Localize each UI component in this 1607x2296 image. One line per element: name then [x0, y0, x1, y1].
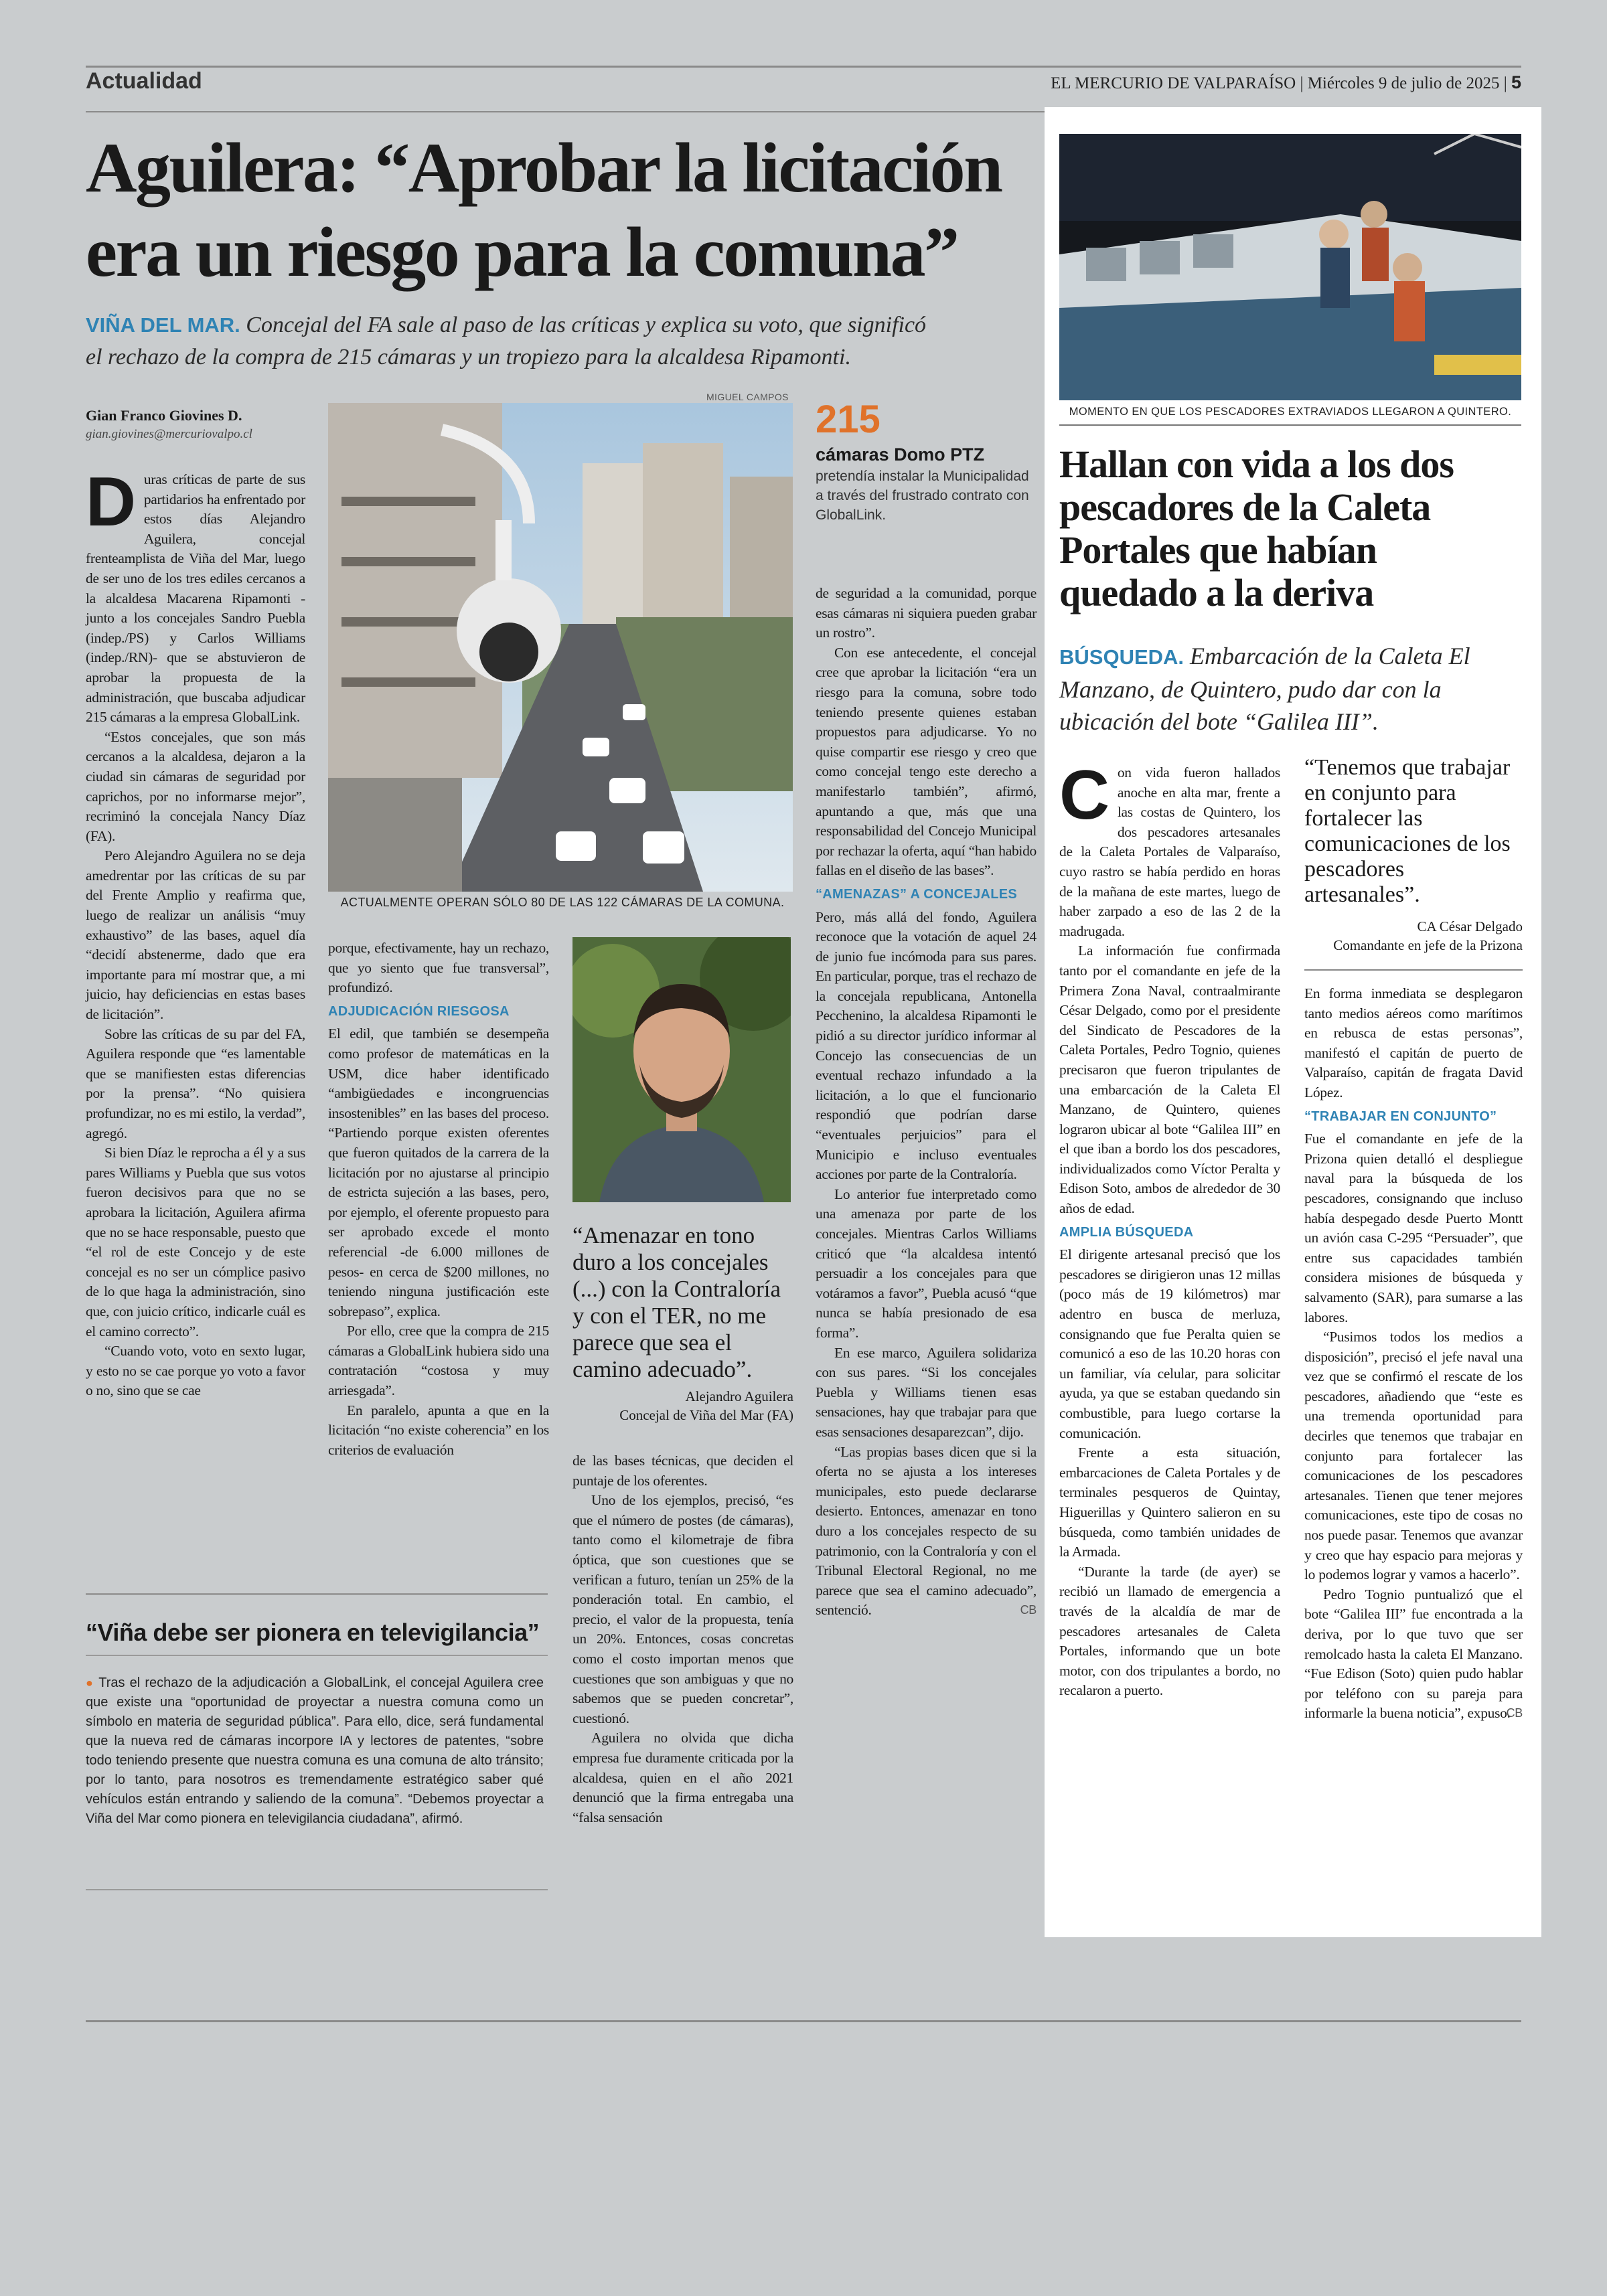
paragraph: de seguridad a la comunidad, porque esas cámaras ni siquiera pueden grabar un rostro”. — [816, 585, 1037, 641]
paragraph: Con ese antecedente, el concejal cree que aprobar la licitación “era un riesgo para la comuna, sobre todo teniendo presente quienes estaban propuestos para adjudicarse. Yo no quise compartir ese riesgo y creo que como concejal tengo este derecho a manifestarlo también”, afirmó, apuntando a que, más que una responsabilidad del Concejo Municipal por rechazar la oferta, aquí “han habido fallas en el diseño de las bases”. — [816, 644, 1037, 879]
side-column-1 — [1059, 756, 1280, 1701]
subhead: AMPLIA BÚSQUEDA — [1059, 1224, 1194, 1240]
paragraph: El edil, que también se desempeña como profesor de matemáticas en la USM, dice haber identificado “ambigüedades e incongruencias insostenibles” en las bases del proceso. “Partiendo porque existen oferentes que fueron quitados de la carrera de la licitación por no ajustarse al principio de estricta sujeción a las bases, pero, por ejemplo, el oferente propuesto para ser aprobado excede el monto referencial -de 6.000 millones de pesos- en cerca de $200 millones, no teniendo ninguna justificación este sobrepaso”, explica. — [328, 1026, 549, 1319]
article-column-2 — [328, 938, 549, 1460]
main-deck — [86, 309, 1037, 374]
header-separator: | — [1503, 74, 1507, 92]
paragraph: En forma inmediata se desplegaron tanto medios aéreos como marítimos en rebusca de estas personas”, manifestó el capitán de puerto de Valparaíso, capitán de fragata David López. — [1304, 985, 1523, 1100]
side-rule — [1059, 424, 1521, 426]
paragraph: La información fue confirmada tanto por el comandante en jefe de la Primera Zona Naval, contraalmirante César Delgado, como por el presidente del Sindicato de Pescadores de la Caleta Portales, Pedro Tognio, quienes precisaron que fueron tripulantes de una embarcación de la Caleta El Manzano, de Quintero, quienes lograron ubicar al bote “Galilea III” en el que iban a bordo los dos pescadores, individualizados como Víctor Peralta y Edison Soto, ambos de alrededor de 30 años de edad. — [1059, 942, 1280, 1217]
byline-name: Gian Franco Giovines D. — [86, 407, 242, 424]
paragraph: Sobre las críticas de su par del FA, Aguilera responde que “es lamentable que se manifiesten estas diferencias por la prensa”. “No quisiera profundizar, no es mi estilo, la verdad”, agregó. — [86, 1026, 305, 1141]
drop-cap: D — [86, 463, 136, 541]
stat-text: pretendía instalar la Municipalidad a través del frustrado contrato con GlobalLink. — [816, 469, 1029, 523]
street-photo-caption: ACTUALMENTE OPERAN SÓLO 80 DE LAS 122 CÁMARAS DE LA COMUNA. — [340, 896, 785, 909]
subhead: ADJUDICACIÓN RIESGOSA — [328, 1003, 510, 1019]
header-date: Miércoles 9 de julio de 2025 — [1307, 74, 1500, 92]
side-headline: Hallan con vida a los dos pescadores de la Caleta Portales que habían quedado a la deriva — [1059, 442, 1454, 614]
side-quote-rule — [1304, 969, 1523, 971]
paragraph: de las bases técnicas, que deciden el puntaje de los oferentes. — [572, 1453, 793, 1489]
pull-quote: “Amenazar en tono duro a los concejales (...) con la Contraloría y con el TER, no me parece que sea el camino adecuado”. — [572, 1222, 781, 1382]
box-text-block — [86, 1673, 544, 1829]
side-quote-attribution — [1304, 917, 1523, 955]
side-column-2 — [1304, 984, 1523, 1724]
paragraph: Frente a esta situación, embarcaciones de Caleta Portales y de terminales pesqueros de Quintay, Higuerillas y Quintero salieron en su búsqueda, como también unidades de la Armada. — [1059, 1445, 1280, 1560]
paragraph: uras críticas de parte de sus partidarios ha enfrentado por estos días Alejandro Aguilera, concejal frenteamplista de Viña del Mar, luego de ser uno de los tres ediles cercanos a la alcaldesa Macarena Ripamonti -junto a los concejales Sandro Puebla (indep./PS) y Carlos Williams (indep./RN)- que se abstuvieron de aprobar la propuesta de la administración, que buscaba adjudicar 215 cámaras a la empresa GlobalLink. — [86, 471, 305, 726]
box-text: Tras el rechazo de la adjudicación a GlobalLink, el concejal Aguilera cree que existe una “oportunidad de proyectar a nuestra comuna como un símbolo en materia de seguridad pública”. Para ello, dice, será fundamental que la nueva red de cámaras incorpore IA y lectores de patentes, “sobre todo teniendo presente que nuestra comuna es una comuna de alto tránsito; por lo tanto, para nosotros es tremendamente estratégico saber qué vehículos están entrando y saliendo de la comuna”. “Debemos proyectar a Viña del Mar como pionera en televigilancia ciudadana”, afirmó. — [86, 1675, 544, 1826]
drop-cap: C — [1059, 756, 1109, 834]
quote-role: Comandante en jefe de la Prizona — [1333, 937, 1523, 953]
deck-text: el rechazo de la compra de 215 cámaras y un tropiezo para la alcaldesa Ripamonti. — [86, 345, 851, 370]
page-number: 5 — [1511, 72, 1521, 92]
masthead-line — [1051, 72, 1521, 93]
fishermen-photo — [1059, 134, 1521, 400]
quote-name: CA César Delgado — [1417, 918, 1523, 934]
paragraph: Pero, más allá del fondo, Aguilera reconoce que la votación de aquel 24 de junio fue incómoda para sus pares. En particular, porque, tras el rechazo de la concejala republicana, Antonella Pecchenino, la alcaldesa Ripamonti le pidió a su director jurídico informar al Concejo las consecuencias de un eventual rechazo infundado a la licitación, a lo que el funcionario respondió que podrían darse “eventuales perjuicios” para el Municipio e incluso eventuales acciones por parte de la Contraloría. — [816, 908, 1037, 1183]
stat-label: cámaras Domo PTZ — [816, 444, 985, 465]
paragraph: Lo anterior fue interpretado como una amenaza por parte de los concejales. Mientras Carlos Williams criticó que “la alcaldesa intentó persuadir a los concejales para que votáramos a favor”, Puebla acusó “que nunca se había presionado de esa forma”. — [816, 1185, 1037, 1341]
article-column-3 — [572, 1451, 793, 1827]
paragraph: Pedro Tognio puntualizó que el bote “Galilea III” fue encontrada a la deriva, por lo que tuvo que ser remolcado hasta la caleta El Manzano. “Fue Edison (Soto) quien pudo hablar por teléfono con su pareja para informarle la buena noticia”, expuso. — [1304, 1586, 1523, 1722]
paragraph: Aguilera no olvida que dicha empresa fue duramente criticada por la alcaldesa, quien en el año 2021 denunció que la firma entregaba una “falsa sensación — [572, 1730, 793, 1825]
end-mark: CB — [1020, 1603, 1037, 1617]
side-kicker: BÚSQUEDA. — [1059, 645, 1184, 669]
headline-line: Aguilera: “Aprobar la licitación — [86, 129, 1002, 207]
paragraph: on vida fueron hallados anoche en alta mar, frente a las costas de Quintero, los dos pescadores artesanales de la Caleta Portales de Valparaíso, cuyo rastro se había perdido en horas de la mañana de este martes, luego de haber zarpado a eso de las 2 de la madrugada. — [1059, 764, 1280, 939]
fishermen-photo-caption: MOMENTO EN QUE LOS PESCADORES EXTRAVIADOS LLEGARON A QUINTERO. — [1069, 406, 1512, 418]
bottom-rule — [86, 2020, 1521, 2022]
section-label: Actualidad — [86, 68, 202, 94]
deck-text: Concejal del FA sale al paso de las críticas y explica su voto, que significó — [240, 313, 927, 337]
quote-role: Concejal de Viña del Mar (FA) — [619, 1407, 793, 1423]
paragraph: Uno de los ejemplos, precisó, “es que el número de postes (de cámaras), tanto como el kilometraje de fibra óptica, que son cuestiones que se verifican a futuro, tenían un 25% de la ponderación total. En cambio, el precio, el valor de la propuesta, tenía un 20%. Entonces, cosas concretas como el costo importan menos que cuestiones que son ambiguas y que no sabemos que se pueden concretar”, cuestionó. — [572, 1492, 793, 1726]
paragraph: “Durante la tarde (de ayer) se recibió un llamado de emergencia a través de la alcaldía de mar de pescadores artesanales de Caleta Portales, informando que un bote motor, con dos tripulantes a bordo, no recalaron a puerto. — [1059, 1563, 1280, 1699]
deck-kicker: VIÑA DEL MAR. — [86, 313, 240, 337]
portrait-photo — [572, 937, 791, 1202]
byline — [86, 407, 313, 442]
paragraph: porque, efectivamente, hay un rechazo, que yo siento que fue transversal”, profundizó. — [328, 940, 549, 996]
article-column-4 — [816, 584, 1037, 1620]
main-headline — [86, 126, 1037, 295]
paragraph: “Cuando voto, voto en sexto lugar, y esto no se cae porque yo voto a favor o no, sino que se cae — [86, 1343, 305, 1399]
paragraph: El dirigente artesanal precisó que los pescadores se dirigieron unas 12 millas (poco más de 19 kilómetros) mar adentro en busca de merluza, consignando que fue Peralta quien se comunicó a eso de las 10.20 horas con un familiar, vía celular, para solicitar ayuda, ya que se estaban quedando sin combustible, para luego cortarse la comunicación. — [1059, 1246, 1280, 1441]
side-deck-text: Embarcación de la Caleta El Manzano, de Quintero, pudo dar con la ubicación del bote “Galilea III”. — [1059, 643, 1470, 735]
box-rule — [86, 1655, 548, 1656]
paragraph: En paralelo, apunta a que en la licitación “no existe coherencia” en los criterios de evaluación — [328, 1402, 549, 1458]
paragraph: “Las propias bases dicen que si la oferta no se ajusta a los intereses municipales, esto puede declararse desierto. Entonces, amenazar en tono duro a los concejales respecto de su patrimonio, con la Contraloría y con el Tribunal Electoral Regional, no me parece que sea el camino adecuado”, sentenció. — [816, 1443, 1037, 1619]
article-column-1 — [86, 463, 305, 1401]
paragraph: Si bien Díaz le reprocha a él y a sus pares Williams y Puebla que sus votos fueron decisivos para que no se aprobara la licitación, Aguilera afirma que no se hace responsable, puesto que “el rol de este Concejo y de este concejal es no ser un cómplice pasivo de lo que haga la administración, sino que, con juicio crítico, indicarle cuál es el camino correcto”. — [86, 1145, 305, 1339]
paragraph: Fue el comandante en jefe de la Prizona quien detalló el despliegue naval para la búsqueda de los pescadores, consignando que incluso había despegado desde Puerto Montt un avión casa C-295 “Persuader”, que entre sus capacidades también considera misiones de búsqueda y salvamento (SAR), para sumarse a las labores. — [1304, 1131, 1523, 1325]
headline-line: era un riesgo para la comuna” — [86, 213, 958, 291]
byline-email: gian.giovines@mercuriovalpo.cl — [86, 427, 252, 441]
street-camera-photo — [328, 403, 793, 892]
quote-name: Alejandro Aguilera — [685, 1388, 793, 1404]
top-rule — [86, 66, 1521, 68]
side-deck — [1059, 640, 1521, 738]
stat-number: 215 — [816, 398, 881, 441]
paragraph: Pero Alejandro Aguilera no se deja amedrentar por las críticas de su par del Frente Amplio y reafirma que, luego de realizar un análisis “muy exhaustivo” de las bases, aquel día “decidí abstenerme, dado que era importante para mí mostrar que, a mi juicio, hay deficiencias en estas bases de licitación”. — [86, 847, 305, 1023]
paragraph: En ese marco, Aguilera solidariza con sus pares. “Si los concejales Puebla y Williams tienen esas sensaciones, hay que trabajar para que esas sensaciones desaparezcan”, dijo. — [816, 1344, 1037, 1440]
paragraph: “Estos concejales, que son más cercanos a la alcaldesa, dejaron a la ciudad sin cámaras de seguridad por caprichos, por no informarse mejor”, recriminó la concejala Nancy Díaz (FA). — [86, 728, 305, 844]
paragraph: “Pusimos todos los medios a disposición”, precisó el jefe naval una vez que se confirmó el rescate de los pescadores, añadiendo que “este es una tremenda oportunidad para decirles que tenemos que trabajar en conjunto para fortalecer las comunicaciones de los pescadores artesanales. Tienen que tener mejores comunicaciones, este tipo de cosas no nos puede pasar. Tenemos que avanzar y creo que hay espacio para mejoras y lo podemos lograr y vamos a hacerlo”. — [1304, 1329, 1523, 1583]
paragraph: Por ello, cree que la compra de 215 cámaras a GlobalLink hubiera sido una contratación “costosa y muy arriesgada”. — [328, 1323, 549, 1399]
end-mark: CB — [1506, 1706, 1523, 1720]
box-rule — [86, 1593, 548, 1595]
masthead: EL MERCURIO DE VALPARAÍSO — [1051, 74, 1296, 92]
pull-quote-attribution — [572, 1387, 793, 1424]
header-separator: | — [1300, 74, 1304, 92]
box-title: “Viña debe ser pionera en televigilancia” — [86, 1619, 540, 1646]
box-rule — [86, 1889, 548, 1890]
side-pull-quote: “Tenemos que trabajar en conjunto para fortalecer las comunicaciones de los pescadores artesanales”. — [1304, 755, 1511, 907]
bullet-icon: ● — [86, 1676, 94, 1690]
subhead: “AMENAZAS” A CONCEJALES — [816, 886, 1017, 902]
stat-block — [816, 399, 1037, 525]
photo-credit: MIGUEL CAMPOS — [706, 392, 789, 402]
subhead: “TRABAJAR EN CONJUNTO” — [1304, 1109, 1497, 1124]
